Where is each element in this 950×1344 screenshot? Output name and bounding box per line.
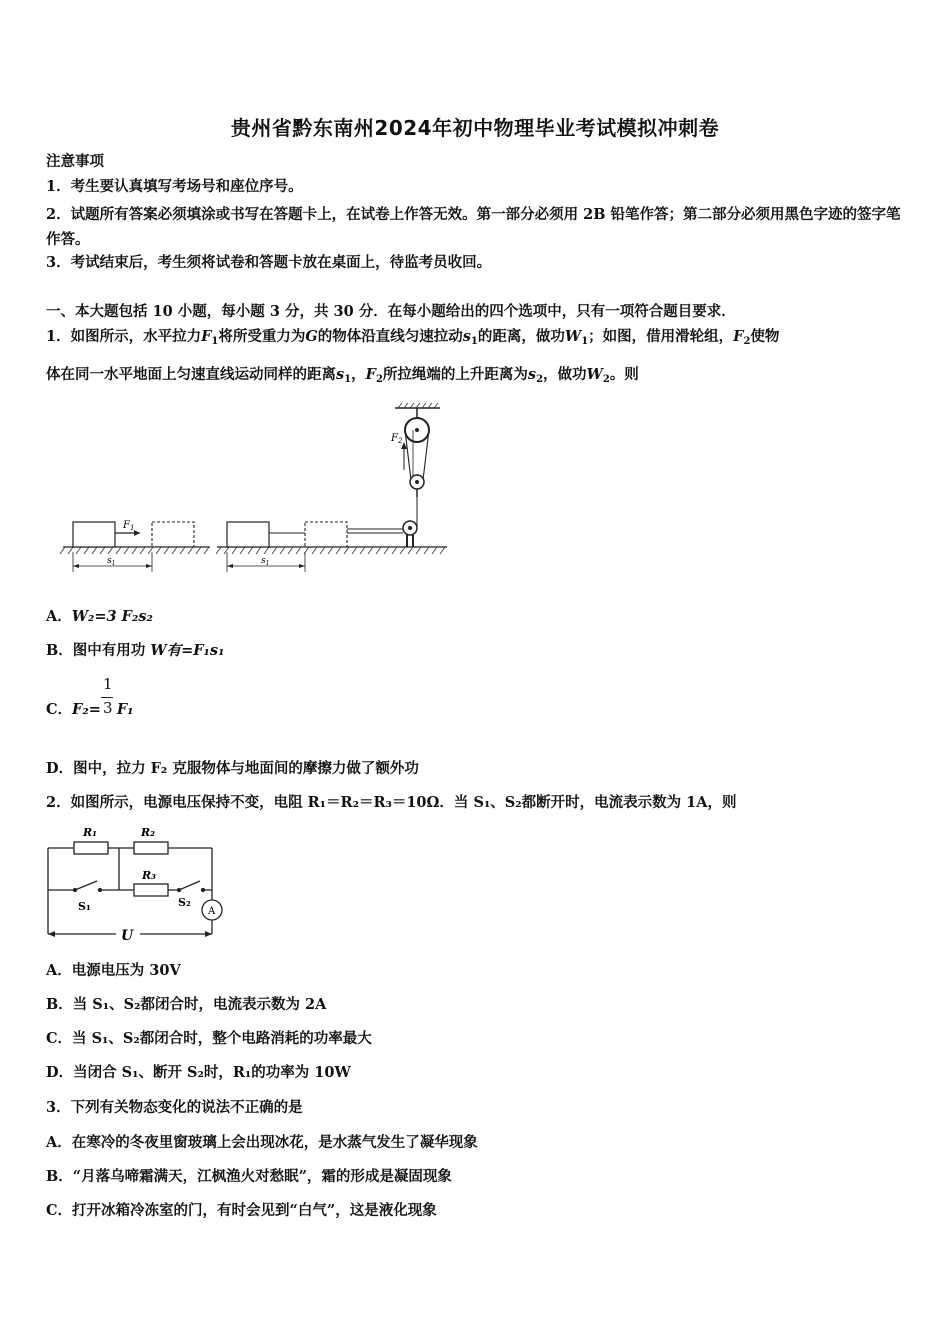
r2-label: R₂ [141, 826, 155, 839]
q2-circuit-diagram [44, 820, 234, 945]
ammeter-label: A [208, 906, 216, 917]
resistor-r1 [74, 842, 108, 854]
q1-option-a[interactable]: A．W₂=3 F₂s₂ [46, 608, 153, 625]
f2-label: $F_2$ [391, 433, 403, 445]
q2-stem: 2．如图所示，电源电压保持不变，电阻 R₁＝R₂＝R₃＝10Ω．当 S₁、S₂都断开时，电流表示数为 1A，则 [46, 794, 737, 811]
q2-option-d[interactable]: D．当闭合 S₁、断开 S₂时，R₁的功率为 10W [46, 1064, 351, 1081]
q1-option-d[interactable]: D．图中，拉力 F₂ 克服物体与地面间的摩擦力做了额外功 [46, 760, 419, 777]
s2-switch-label: S₂ [178, 896, 191, 909]
q1-stem-line-2: 体在同一水平地面上匀速直线运动同样的距离$s_1$，$F_2$所拉绳端的上升距离为$s_2$，做功$W_2$。则 [46, 366, 639, 385]
r1-label: R₁ [83, 826, 97, 839]
q1-stem-line-1: 1．如图所示，水平拉力$F_1$将所受重力为G的物体沿直线匀速拉动$s_1$的距离，做功$W_1$；如图，借用滑轮组，$F_2$使物 [46, 328, 780, 347]
notice-heading: 注意事项 [46, 153, 104, 170]
q2-option-b[interactable]: B．当 S₁、S₂都闭合时，电流表示数为 2A [46, 996, 327, 1013]
q1-pulley-figure [55, 400, 455, 580]
fraction-numerator: 1 [103, 675, 113, 693]
q2-option-a[interactable]: A．电源电压为 30V [46, 962, 181, 979]
fraction-bar [101, 697, 113, 698]
resistor-r2 [134, 842, 168, 854]
notice-item-2: 2．试题所有答案必须填涂或书写在答题卡上，在试卷上作答无效。第一部分必须用 2B 铅笔作答；第二部分必须用黑色字迹的签字笔作答。 [46, 206, 901, 248]
q3-option-c[interactable]: C．打开冰箱冷冻室的门，有时会见到“白气”，这是液化现象 [46, 1202, 437, 1219]
section-heading: 一、本大题包括 10 小题，每小题 3 分，共 30 分．在每小题给出的四个选项中，只有一项符合题目要求． [46, 303, 736, 320]
resistor-r3 [134, 884, 168, 896]
block-1-moved [152, 522, 194, 547]
page-title: 贵州省黔东南州2024年初中物理毕业考试模拟冲刺卷 [230, 116, 720, 140]
q1-option-c[interactable]: C．F₂= F₁ [46, 701, 134, 718]
q3-option-a[interactable]: A．在寒冷的冬夜里窗玻璃上会出现冰花，是水蒸气发生了凝华现象 [46, 1134, 478, 1151]
voltage-label: U [121, 928, 134, 944]
s1-switch-label: S₁ [78, 900, 91, 913]
s1-label-2: $s_1$ [261, 556, 270, 567]
q2-option-c[interactable]: C．当 S₁、S₂都闭合时，整个电路消耗的功率最大 [46, 1030, 372, 1047]
block-1 [73, 522, 115, 547]
notice-item-1: 1．考生要认真填写考场号和座位序号。 [46, 178, 303, 195]
q1-option-b[interactable]: B．图中有用功 W有=F₁s₁ [46, 642, 225, 659]
block-2-moved [305, 522, 347, 547]
q3-option-b[interactable]: B．“月落乌啼霜满天，江枫渔火对愁眠”，霜的形成是凝固现象 [46, 1168, 452, 1185]
block-2 [227, 522, 269, 547]
f1-label: $F_1$ [123, 520, 135, 532]
notice-item-3: 3．考试结束后，考生须将试卷和答题卡放在桌面上，待监考员收回。 [46, 254, 492, 271]
fraction-denominator: 3 [103, 699, 113, 717]
q3-stem: 3．下列有关物态变化的说法不正确的是 [46, 1099, 303, 1116]
s1-label-1: $s_1$ [107, 556, 116, 567]
r3-label: R₃ [142, 869, 156, 882]
